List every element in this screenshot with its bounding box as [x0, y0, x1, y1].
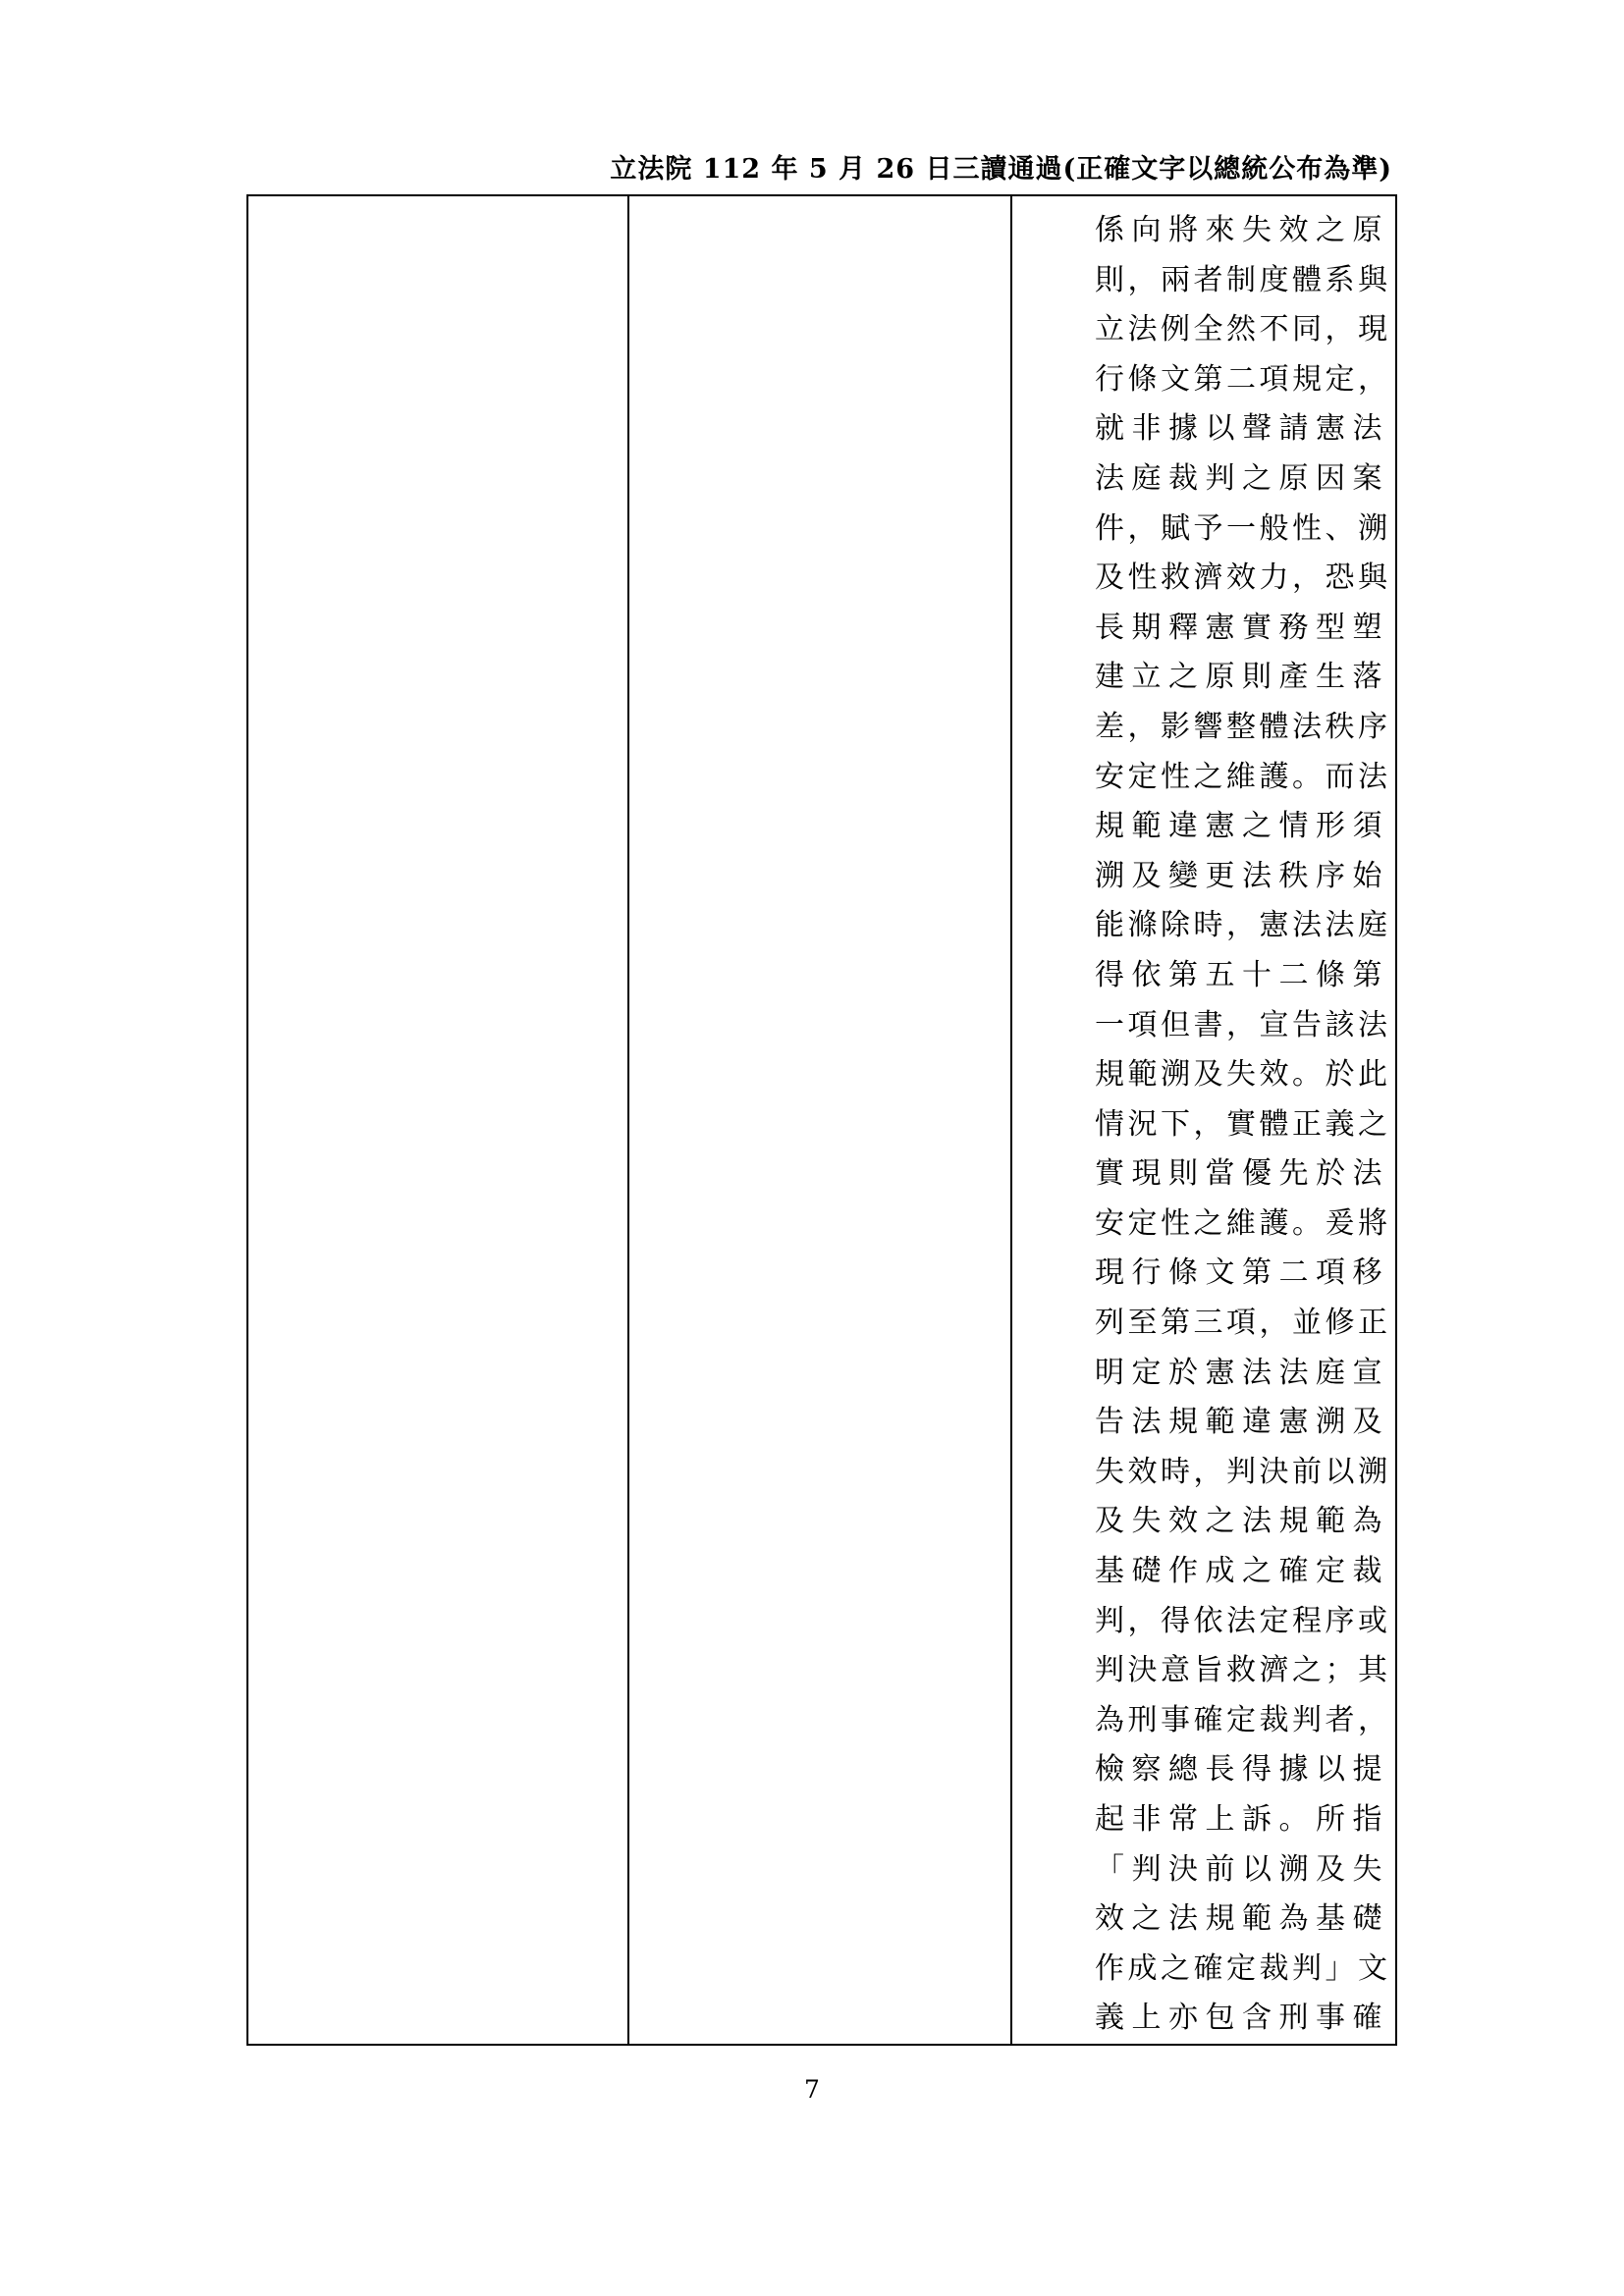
explanation-line: 告法規範違憲溯及 — [1095, 1405, 1385, 1440]
explanation-line: 行條文第二項規定， — [1095, 361, 1391, 397]
explanation-line: 作成之確定裁判」文 — [1095, 1950, 1391, 1986]
explanation-line: 判決意旨救濟之；其 — [1095, 1653, 1391, 1688]
explanation-line: 為刑事確定裁判者， — [1095, 1702, 1391, 1737]
explanation-line: 基礎作成之確定裁 — [1095, 1554, 1385, 1589]
explanation-line: 檢察總長得據以提 — [1095, 1752, 1385, 1788]
explanation-line: 失效時，判決前以溯 — [1095, 1454, 1391, 1489]
explanation-line: 得依第五十二條第 — [1095, 957, 1385, 992]
explanation-line: 安定性之維護。而法 — [1095, 759, 1391, 794]
explanation-line: 及性救濟效力，恐與 — [1095, 561, 1391, 596]
explanation-line: 則，兩者制度體系與 — [1095, 262, 1391, 297]
explanation-line: 一項但書，宣告該法 — [1095, 1007, 1391, 1042]
explanation-line: 就非據以聲請憲法 — [1095, 411, 1385, 447]
current-text-cell — [628, 195, 1011, 2045]
amended-text-cell — [247, 195, 628, 2045]
explanation-text — [1012, 196, 1395, 2044]
explanation-line: 明定於憲法法庭宣 — [1095, 1355, 1385, 1390]
explanation-line: 安定性之維護。爰將 — [1095, 1205, 1391, 1241]
page-header: 立法院 112 年 5 月 26 日三讀通過(正確文字以總統公布為準) — [610, 154, 1392, 185]
explanation-line: 情況下，實體正義之 — [1095, 1106, 1391, 1142]
explanation-line: 法庭裁判之原因案 — [1095, 460, 1385, 496]
explanation-line: 能滌除時，憲法法庭 — [1095, 908, 1391, 943]
explanation-line: 立法例全然不同，現 — [1095, 312, 1391, 347]
explanation-line: 係向將來失效之原 — [1095, 213, 1385, 247]
comparison-table — [246, 194, 1397, 2046]
explanation-line: 長期釋憲實務型塑 — [1095, 610, 1385, 645]
explanation-line: 起非常上訴。所指 — [1095, 1802, 1385, 1837]
explanation-line: 效之法規範為基礎 — [1095, 1901, 1385, 1937]
explanation-line: 差，影響整體法秩序 — [1095, 709, 1391, 744]
explanation-line: 實現則當優先於法 — [1095, 1156, 1385, 1192]
explanation-line: 及失效之法規範為 — [1095, 1504, 1385, 1539]
explanation-line: 列至第三項，並修正 — [1095, 1306, 1391, 1341]
explanation-line: 判，得依法定程序或 — [1095, 1603, 1391, 1638]
explanation-line: 義上亦包含刑事確 — [1095, 2001, 1385, 2036]
explanation-line: 「判決前以溯及失 — [1095, 1851, 1385, 1887]
explanation-line: 規範溯及失效。於此 — [1095, 1057, 1391, 1093]
explanation-line: 溯及變更法秩序始 — [1095, 858, 1385, 893]
explanation-line: 件，賦予一般性、溯 — [1095, 510, 1391, 546]
explanation-line: 現行條文第二項移 — [1095, 1255, 1385, 1291]
explanation-cell — [1011, 195, 1396, 2045]
explanation-line: 建立之原則產生落 — [1095, 660, 1385, 695]
explanation-line: 規範違憲之情形須 — [1095, 809, 1385, 844]
table-row — [247, 195, 1396, 2045]
page-number: 7 — [804, 2075, 820, 2104]
